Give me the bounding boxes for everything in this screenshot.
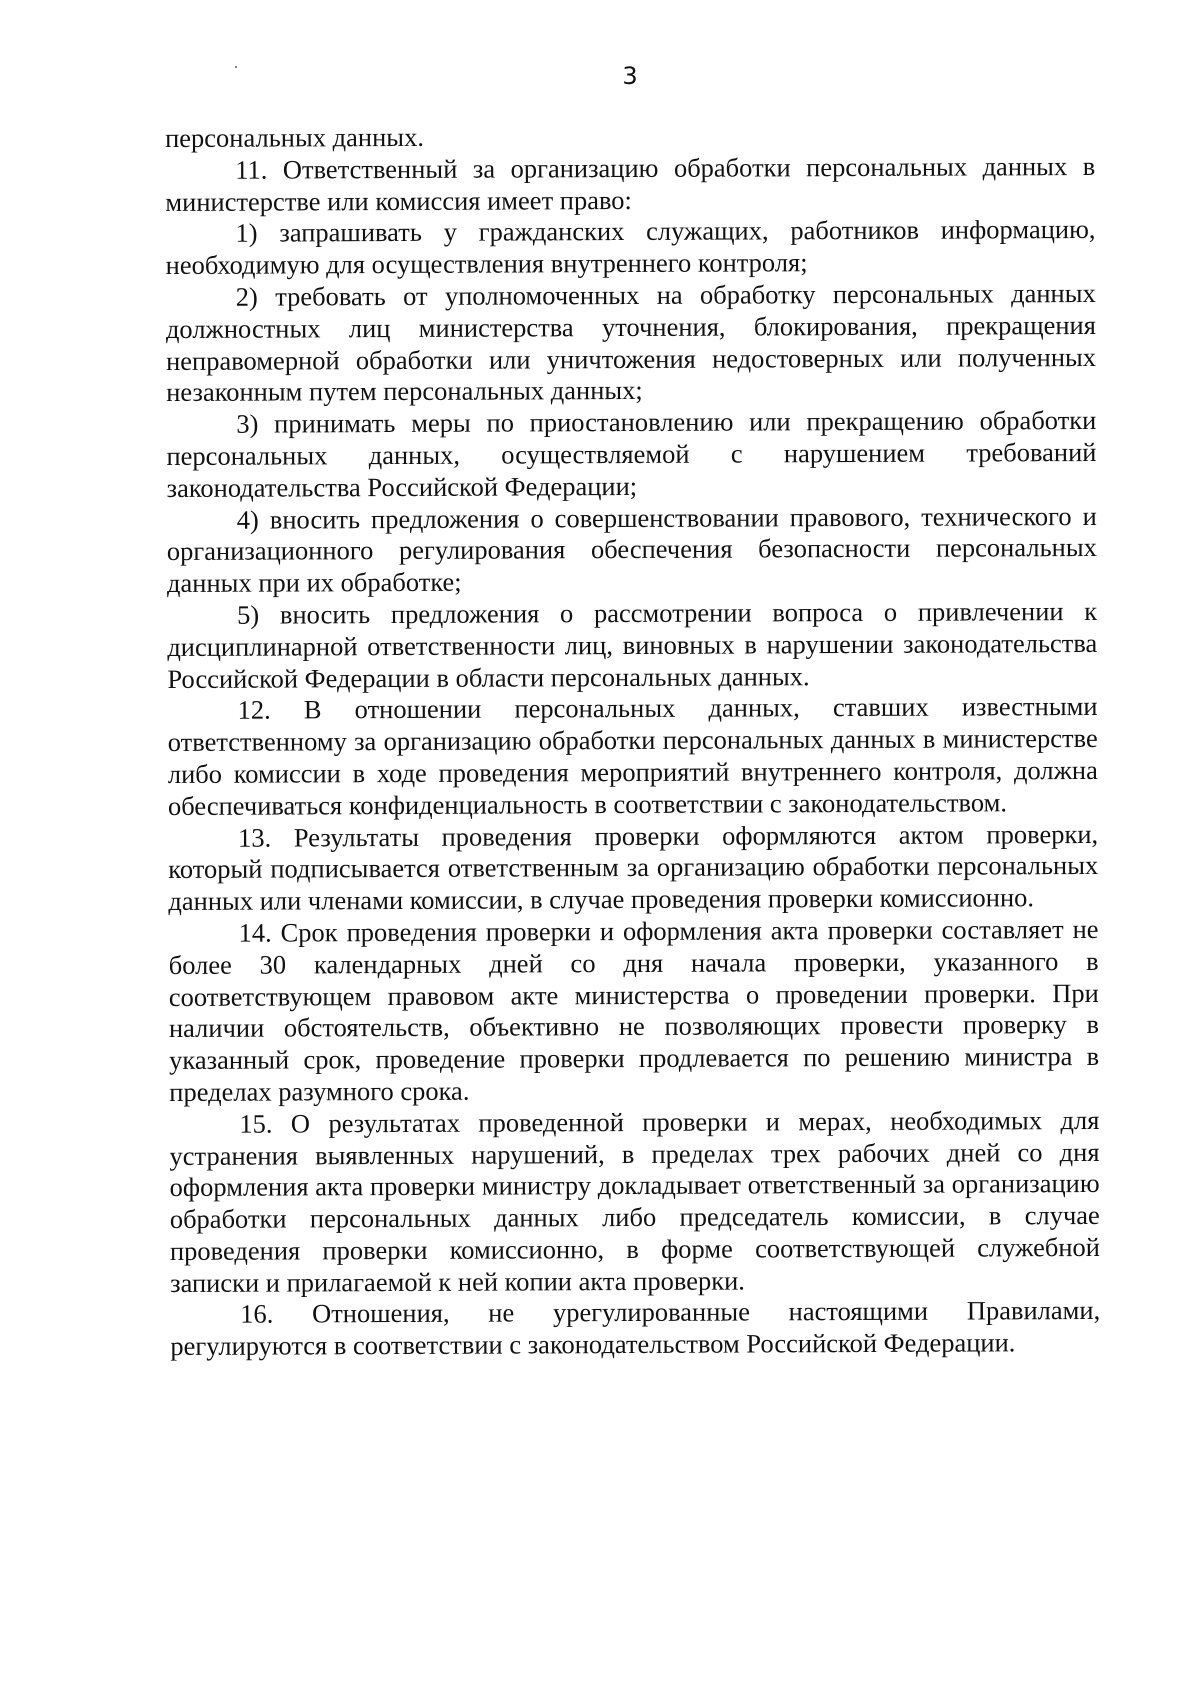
paragraph-15: 15. О результатах проведенной проверки и мерах, необходимых для устранения выявленных нарушений, в пределах трех рабочих дней со дня оформления акта проверки министру докладывает ответственный за организацию обработки персональных данных либо председатель комиссии, в случае проведения проверки комиссионно, в форме соответствующей служебной записки и прилагаемой к ней копии акта проверки.	[169, 1104, 1100, 1298]
scan-speck	[235, 66, 237, 68]
paragraph-14: 14. Срок проведения проверки и оформления акта проверки составляет не более 30 календарных дней со дня начала проверки, указанного в соответствующем правовом акте министерства о проведении проверки. При наличии обстоятельств, объективно не позволяющих провести проверку в указанный срок, проведение проверки продлевается по решению министра в пределах разумного срока.	[168, 913, 1100, 1107]
paragraph-16: 16. Отношения, не урегулированные настоящими Правилами, регулируются в соответствии с законодательством Российской Федерации.	[170, 1295, 1101, 1362]
paragraph-11-item-2: 2) требовать от уполномоченных на обработку персональных данных должностных лиц министерства уточнения, блокирования, прекращения неправомерной обработки или уничтожения недостоверных или полученных незаконным путем персональных данных;	[165, 277, 1097, 408]
paragraph-11-item-3: 3) принимать меры по приостановлению или прекращению обработки персональных данных, осуществляемой с нарушением требований законодательства Российской Федерации;	[166, 405, 1097, 503]
paragraph-13: 13. Результаты проведения проверки оформляются актом проверки, который подписывается ответственным за организацию обработки персональных данных или членами комиссии, в случае проведения проверки комиссионно.	[168, 818, 1099, 917]
paragraph-11-item-5: 5) вносить предложения о рассмотрении вопроса о привлечении к дисциплинарной ответственности лиц, виновных в нарушении законодательства Российской Федерации в области персональных данных.	[167, 595, 1098, 694]
paragraph-11: 11. Ответственный за организацию обработки персональных данных в министерстве или комиссия имеет право:	[165, 150, 1096, 217]
paragraph-11-item-1: 1) запрашивать у гражданских служащих, работников информацию, необходимую для осуществления внутреннего контроля;	[165, 214, 1096, 281]
page-number: 3	[622, 62, 638, 90]
paragraph-12: 12. В отношении персональных данных, ставших известными ответственному за организацию обработки персональных данных в министерстве либо комиссии в ходе проведения мероприятий внутреннего контроля, должна обеспечиваться конфиденциальность в соответствии с законодательством.	[167, 691, 1098, 821]
paragraph-11-item-4: 4) вносить предложения о совершенствовании правового, технического и организационного регулирования обеспечения безопасности персональных данных при их обработке;	[166, 500, 1097, 599]
document-body	[165, 119, 1100, 1363]
paragraph-continuation: персональных данных.	[165, 121, 424, 153]
